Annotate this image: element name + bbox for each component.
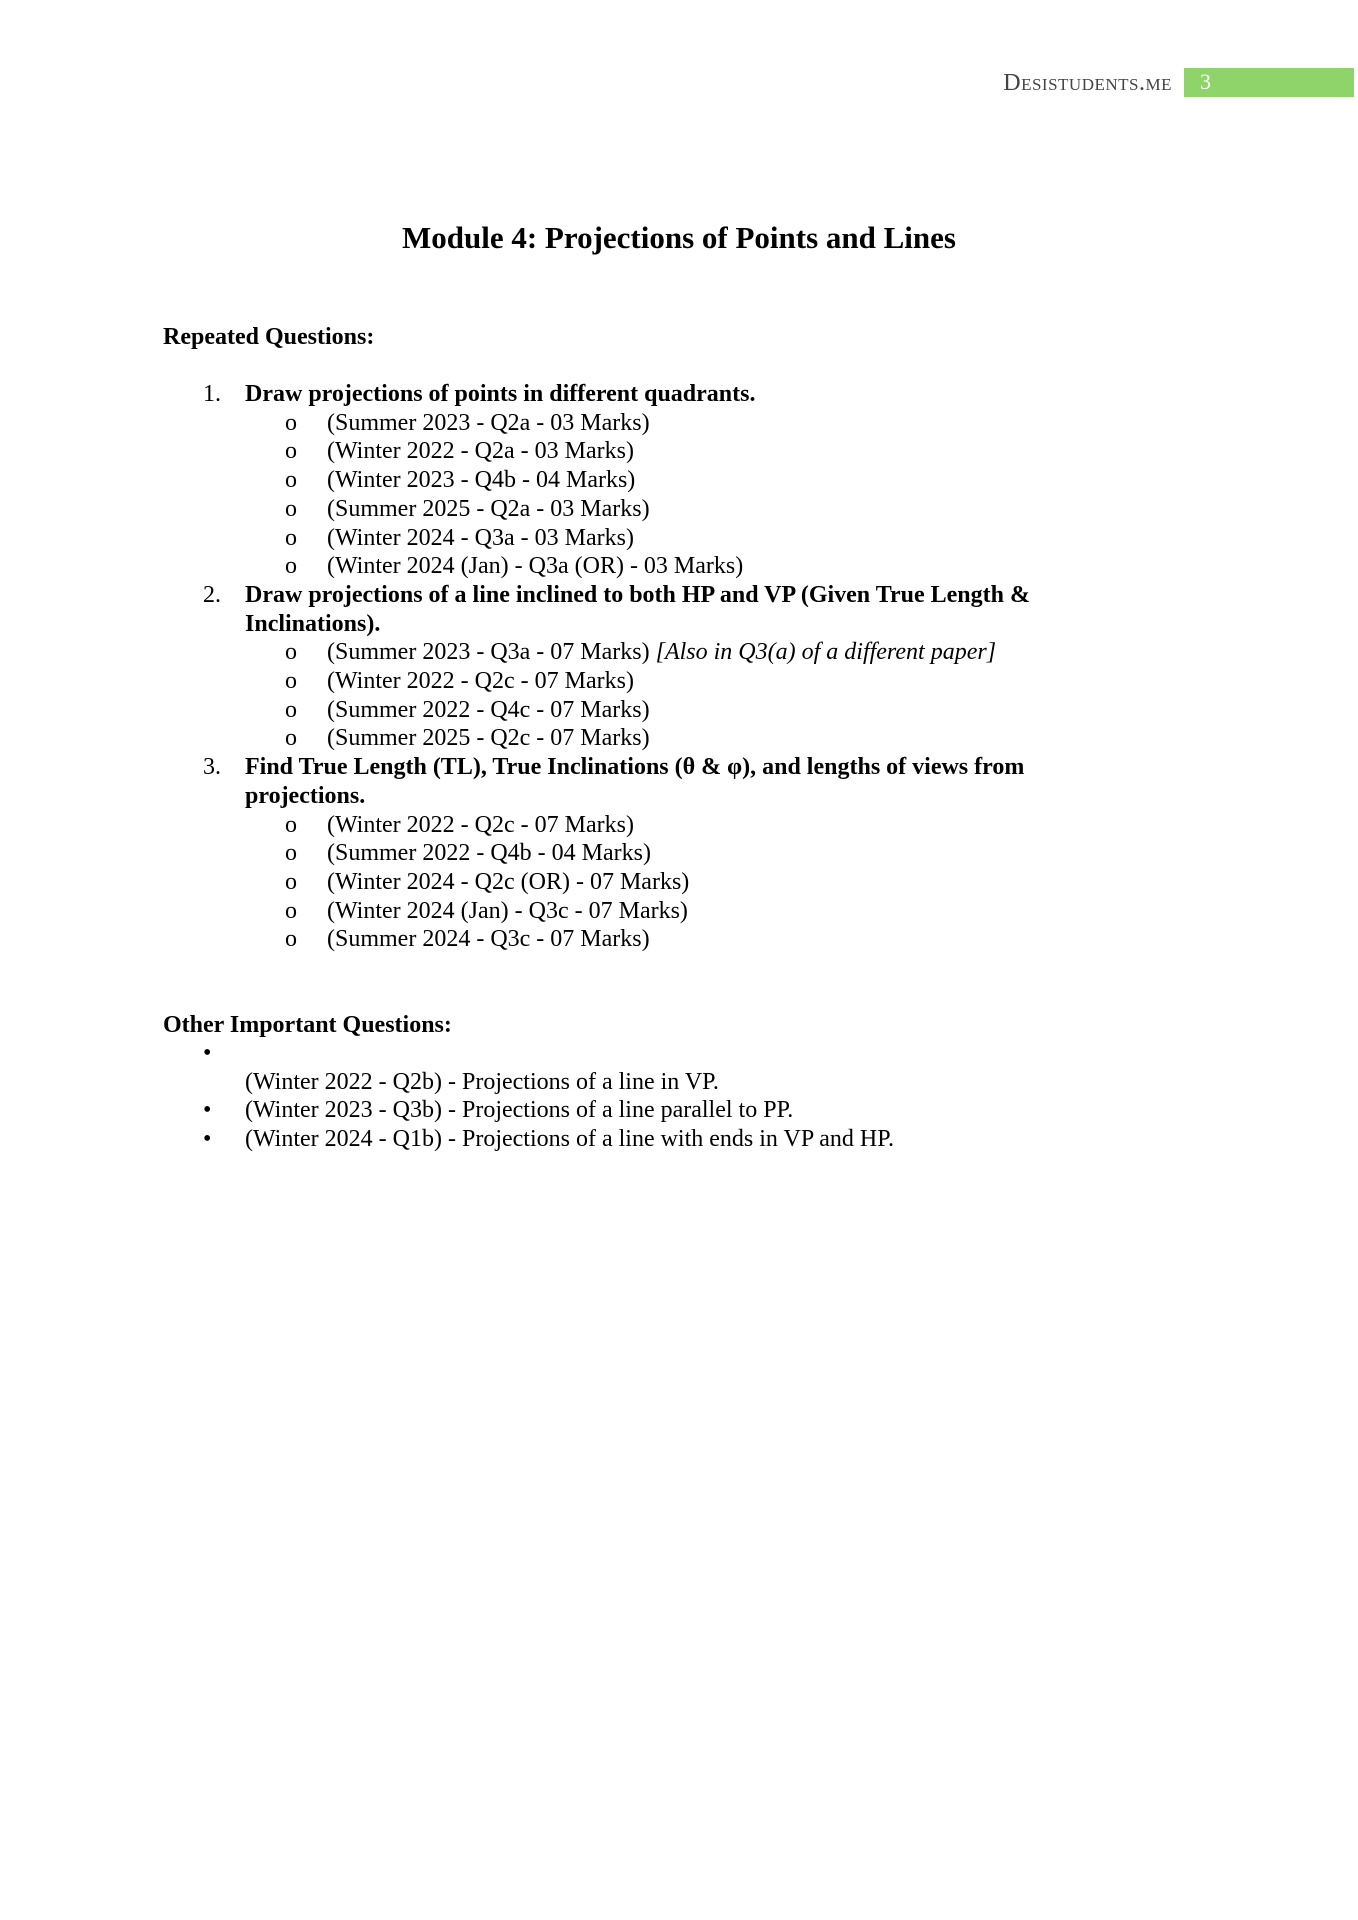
- page-number: 3: [1200, 69, 1211, 94]
- question-number: 2.: [203, 581, 221, 608]
- other-question-item: [163, 1039, 1123, 1068]
- bullet-icon: •: [203, 1040, 212, 1066]
- reference-list: [245, 811, 1123, 955]
- page-title: Module 4: Projections of Points and Lines: [402, 220, 956, 255]
- circle-bullet-icon: o: [285, 524, 297, 551]
- page-header: [0, 68, 1358, 98]
- other-questions-heading: Other Important Questions:: [163, 1012, 452, 1038]
- circle-bullet-icon: o: [285, 725, 297, 752]
- question-text: Draw projections of points in different quadrants.: [245, 381, 756, 407]
- circle-bullet-icon: o: [285, 926, 297, 953]
- page-number-box: [1184, 68, 1354, 97]
- other-question-text: (Winter 2024 - Q1b) - Projections of a line with ends in VP and HP.: [245, 1126, 894, 1153]
- circle-bullet-icon: o: [285, 495, 297, 522]
- circle-bullet-icon: o: [285, 840, 297, 867]
- reference-item: [245, 667, 1123, 696]
- reference-text: (Summer 2025 - Q2c - 07 Marks): [327, 725, 650, 752]
- site-name: Desistudents.me: [1003, 70, 1172, 96]
- other-question-item: [163, 1125, 1123, 1154]
- question-item: [163, 581, 1123, 753]
- circle-bullet-icon: o: [285, 868, 297, 895]
- reference-text: (Summer 2022 - Q4c - 07 Marks): [327, 696, 650, 723]
- reference-item: [245, 868, 1123, 897]
- reference-text: (Winter 2022 - Q2c - 07 Marks): [327, 811, 634, 838]
- other-question-item: [163, 1068, 1123, 1097]
- reference-item: [245, 925, 1123, 954]
- circle-bullet-icon: o: [285, 438, 297, 465]
- reference-text: (Winter 2022 - Q2a - 03 Marks): [327, 438, 634, 465]
- reference-note: [Also in Q3(a) of a different paper]: [655, 639, 997, 666]
- bullet-icon: •: [203, 1097, 212, 1124]
- question-number: 1.: [203, 381, 221, 407]
- question-number: 3.: [203, 754, 221, 781]
- reference-text: (Winter 2023 - Q4b - 04 Marks): [327, 467, 636, 494]
- reference-item: [245, 466, 1123, 495]
- bullet-icon: •: [203, 1126, 212, 1153]
- repeated-questions-list: [163, 380, 1123, 954]
- other-question-text: (Winter 2022 - Q2b) - Projections of a line in VP.: [245, 1068, 719, 1095]
- reference-item: [245, 524, 1123, 553]
- reference-item: [245, 811, 1123, 840]
- other-question-item: [163, 1096, 1123, 1125]
- reference-list: [245, 409, 1123, 581]
- reference-text: (Summer 2023 - Q3a - 07 Marks): [327, 639, 650, 666]
- reference-item: [245, 552, 1123, 581]
- circle-bullet-icon: o: [285, 639, 297, 666]
- other-question-text: (Winter 2023 - Q3b) - Projections of a line parallel to PP.: [245, 1097, 794, 1124]
- reference-text: (Summer 2023 - Q2a - 03 Marks): [327, 409, 650, 436]
- reference-text: (Winter 2024 (Jan) - Q3c - 07 Marks): [327, 897, 688, 924]
- reference-text: (Winter 2022 - Q2c - 07 Marks): [327, 668, 634, 695]
- circle-bullet-icon: o: [285, 897, 297, 924]
- question-item: [163, 753, 1123, 954]
- question-item: [163, 380, 1123, 581]
- circle-bullet-icon: o: [285, 811, 297, 838]
- circle-bullet-icon: o: [285, 668, 297, 695]
- reference-text: (Summer 2024 - Q3c - 07 Marks): [327, 926, 650, 953]
- reference-list: [245, 638, 1123, 753]
- circle-bullet-icon: o: [285, 467, 297, 494]
- repeated-questions-heading: Repeated Questions:: [163, 324, 375, 350]
- reference-text: (Winter 2024 - Q3a - 03 Marks): [327, 524, 634, 551]
- reference-text: (Summer 2025 - Q2a - 03 Marks): [327, 495, 650, 522]
- reference-item: [245, 696, 1123, 725]
- reference-text: (Summer 2022 - Q4b - 04 Marks): [327, 840, 651, 867]
- reference-item: [245, 897, 1123, 926]
- circle-bullet-icon: o: [285, 409, 297, 436]
- reference-item: [245, 724, 1123, 753]
- reference-item: [245, 495, 1123, 524]
- reference-item: [245, 839, 1123, 868]
- question-text: Draw projections of a line inclined to both HP and VP (Given True Length & Inclinations).: [245, 581, 1030, 637]
- reference-text: (Winter 2024 - Q2c (OR) - 07 Marks): [327, 868, 690, 895]
- circle-bullet-icon: o: [285, 696, 297, 723]
- other-questions-list: [163, 1039, 1123, 1154]
- circle-bullet-icon: o: [285, 553, 297, 580]
- reference-item: [245, 437, 1123, 466]
- reference-item: [245, 409, 1123, 438]
- question-text: Find True Length (TL), True Inclinations (θ & φ), and lengths of views from projections.: [245, 754, 1025, 809]
- reference-text: (Winter 2024 (Jan) - Q3a (OR) - 03 Marks): [327, 553, 744, 580]
- reference-item: [245, 638, 1123, 667]
